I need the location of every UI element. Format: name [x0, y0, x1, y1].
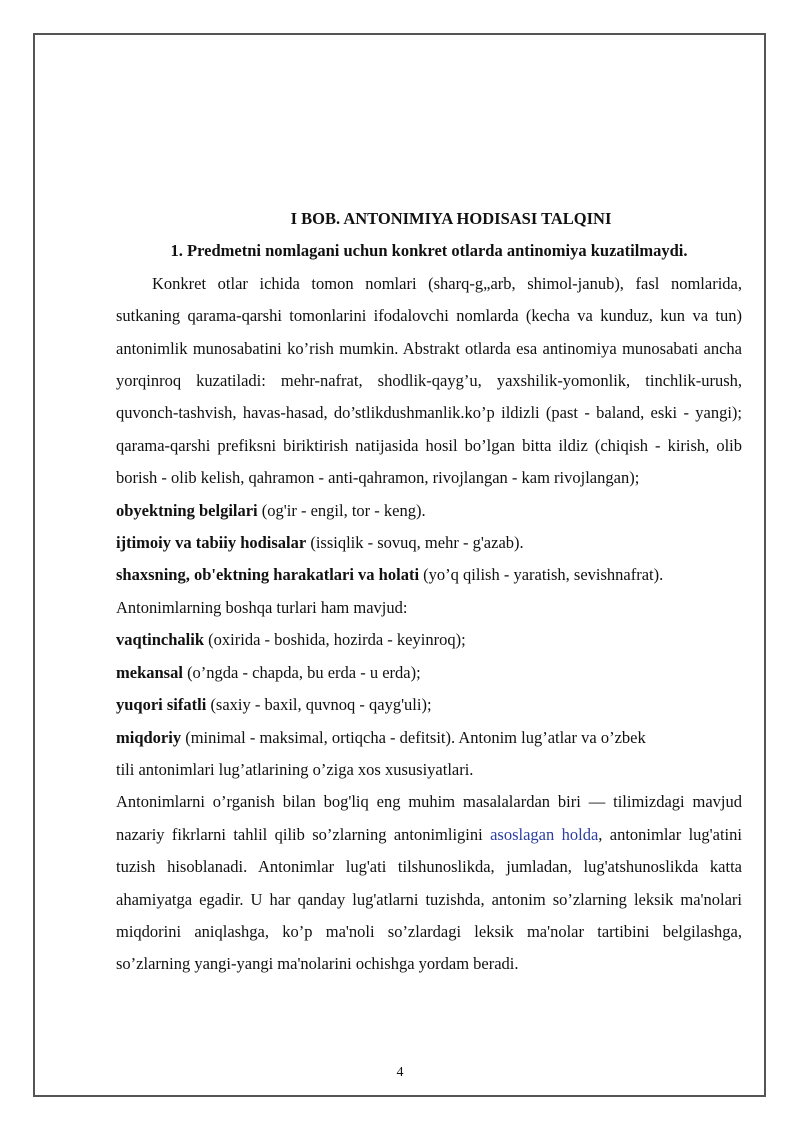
group-phenomena	[116, 527, 742, 559]
group-temporal	[116, 624, 742, 656]
document-body	[116, 203, 742, 981]
group-term: miqdoriy	[116, 727, 182, 747]
final-paragraph-part2: , antonimlar lug'atini tuzish hisoblanadi. Antonimlar lug'ati tilshunoslikda, jumladan, lug'atshunoslikda katta ahamiyatga egadir. U har qanday lug'atlarni tuzishda, antonim so’zlarning leksik ma'nolari miqdorini aniqlashga, ko’p ma'noli so’zlardagi leksik ma'nolar tartibini belgilashga, so’zlarning yangi-yangi ma'nolarini ochishga yordam beradi.	[116, 824, 742, 974]
chapter-title: I BOB. ANTONIMIYA HODISASI TALQINI	[290, 209, 612, 228]
group-term: ijtimoiy va tabiiy hodisalar	[116, 533, 307, 553]
group-quality	[116, 689, 742, 721]
section-title: 1. Predmetni nomlagani uchun konkret otlarda antinomiya kuzatilmaydi.	[170, 241, 688, 261]
group-examples: (oxirida - boshida, hozirda - keyinroq);	[204, 630, 466, 650]
group-examples: (saxiy - baxil, quvnoq - qayg'uli);	[206, 695, 432, 715]
group-term: yuqori sifatli	[116, 695, 207, 715]
final-paragraph-part1: Antonimlarni o’rganish bilan bog'liq eng muhim masalalardan biri — tilimizdagi mavjud nazariy fikrlarni tahlil qilib so’zlarning antonimligini	[116, 792, 742, 844]
group-spatial	[116, 657, 742, 689]
group-examples: (issiqlik - sovuq, mehr - g'azab).	[306, 533, 524, 553]
other-types-line: Antonimlarning boshqa turlari ham mavjud:	[116, 597, 408, 617]
intro-paragraph: Konkret otlar ichida tomon nomlari (sharq-g„arb, shimol-janub), fasl nomlarida, sutkaning qarama-qarshi tomonlarini ifodalovchi nomlarda (kecha va kunduz, kun va tun) antonimlik munosabatini ko’rish mumkin. Abstrakt otlarda esa antinomiya munosabati ancha yorqinroq kuzatiladi: mehr-nafrat, shodlik-qayg’u, yaxshilik-yomonlik, tinchlik-urush, quvonch-tashvish, havas-hasad, do’stlikdushmanlik.ko’p ildizli (past - baland, eski - yangi); qarama-qarshi prefiksni biriktirish natijasida hosil bo’lgan bitta ildiz (chiqish - kirish, olib borish - olib kelish, qahramon - anti-qahramon, rivojlangan - kam rivojlangan);	[116, 273, 742, 488]
group-term: obyektning belgilari	[116, 500, 258, 520]
final-paragraph	[116, 786, 742, 980]
group-term: vaqtinchalik	[116, 630, 205, 650]
group-term: mekansal	[116, 662, 183, 682]
inline-link[interactable]: asoslagan holda	[490, 824, 599, 844]
group-examples: (og'ir - engil, tor - keng).	[257, 500, 426, 520]
group-examples-continued: tili antonimlari lug’atlarining o’ziga xos xususiyatlari.	[116, 759, 474, 779]
group-term: shaxsning, ob'ektning harakatlari va holati	[116, 565, 420, 585]
group-actions	[116, 559, 742, 591]
group-examples: (minimal - maksimal, ortiqcha - defitsit). Antonim lug’atlar va o’zbek	[181, 727, 646, 747]
page-number: 4	[396, 1065, 404, 1080]
group-quantity	[116, 722, 742, 787]
group-examples: (o’ngda - chapda, bu erda - u erda);	[182, 662, 421, 682]
group-examples: (yo’q qilish - yaratish, sevishnafrat).	[419, 565, 664, 585]
group-objects	[116, 495, 742, 527]
